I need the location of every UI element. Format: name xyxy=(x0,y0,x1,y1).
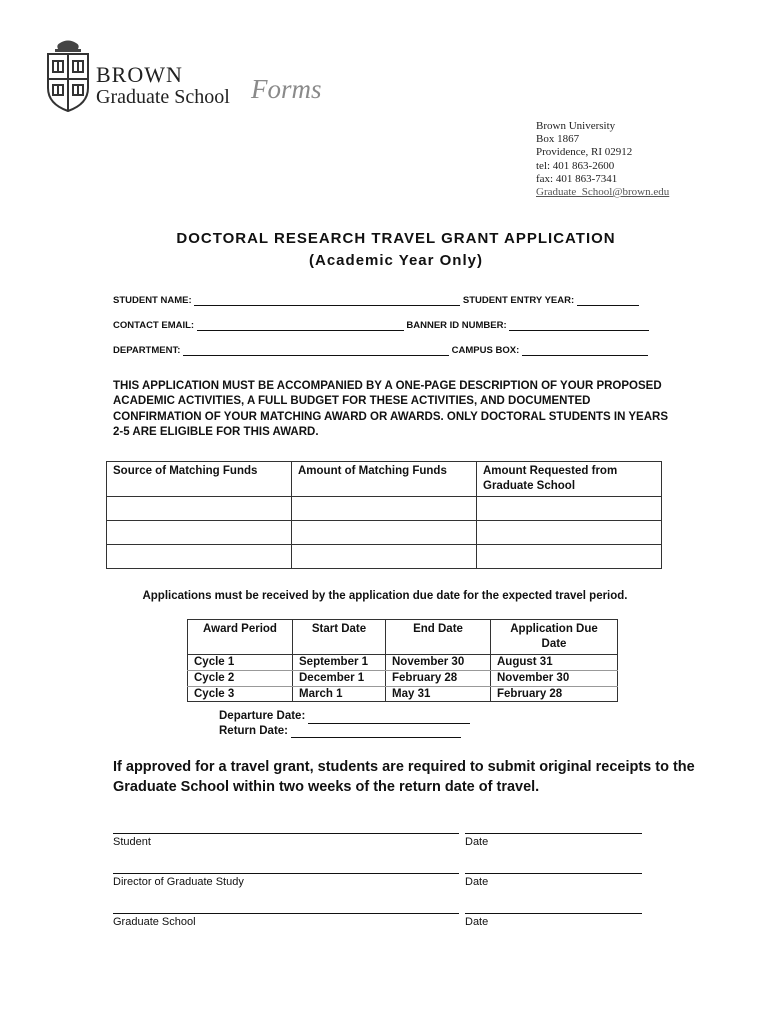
student-name-input[interactable] xyxy=(194,294,460,306)
cycle-start: September 1 xyxy=(293,655,386,671)
funds-cell-input[interactable] xyxy=(107,497,292,521)
funds-cell-input[interactable] xyxy=(477,497,662,521)
travel-dates xyxy=(219,709,470,738)
departure-date-row xyxy=(219,709,470,724)
table-row xyxy=(188,670,618,686)
cycles-header-start-date: Start Date xyxy=(293,620,386,655)
form-title: DOCTORAL RESEARCH TRAVEL GRANT APPLICATION xyxy=(176,230,616,247)
funds-cell-input[interactable] xyxy=(107,545,292,569)
director-date-line[interactable] xyxy=(465,873,642,874)
field-row-name xyxy=(113,294,639,308)
cycle-name: Cycle 3 xyxy=(188,686,293,702)
brown-shield-icon xyxy=(46,40,90,112)
funds-header-row xyxy=(107,462,662,497)
address-email-link[interactable]: Graduate_School@brown.edu xyxy=(536,186,670,199)
departure-date-input[interactable] xyxy=(308,712,470,724)
cycle-end: November 30 xyxy=(386,655,491,671)
student-date-label: Date xyxy=(465,836,489,848)
address-fax: fax: 401 863-7341 xyxy=(536,172,618,185)
cycle-due: February 28 xyxy=(491,686,618,702)
return-date-row xyxy=(219,724,470,739)
funds-header-source: Source of Matching Funds xyxy=(107,462,292,497)
director-signature-line[interactable] xyxy=(113,873,459,874)
student-name-label: STUDENT NAME: xyxy=(113,295,192,306)
funds-cell-input[interactable] xyxy=(292,497,477,521)
award-cycles-table xyxy=(187,619,618,702)
student-entry-year-label: STUDENT ENTRY YEAR: xyxy=(462,295,575,306)
funds-header-amount: Amount of Matching Funds xyxy=(292,462,477,497)
table-row xyxy=(107,521,662,545)
field-row-email xyxy=(113,319,649,333)
due-date-note: Applications must be received by the application due date for the expected travel period. xyxy=(142,590,628,602)
address-line-2: Box 1867 xyxy=(536,133,580,146)
cycles-header-row xyxy=(188,620,618,655)
campus-box-input[interactable] xyxy=(522,344,648,356)
cycles-header-award-period: Award Period xyxy=(188,620,293,655)
cycle-due: November 30 xyxy=(491,670,618,686)
director-date-label: Date xyxy=(465,876,489,888)
cycles-header-due-date: Application Due Date xyxy=(491,620,618,655)
banner-id-label: BANNER ID NUMBER: xyxy=(406,320,507,331)
department-input[interactable] xyxy=(183,344,449,356)
form-subtitle: (Academic Year Only) xyxy=(309,252,483,269)
cycle-due: August 31 xyxy=(491,655,618,671)
address-line-1: Brown University xyxy=(536,120,616,132)
funds-cell-input[interactable] xyxy=(477,521,662,545)
student-signature-label: Student xyxy=(113,836,151,848)
return-date-input[interactable] xyxy=(291,726,461,738)
cycle-start: March 1 xyxy=(293,686,386,702)
cycles-header-end-date: End Date xyxy=(386,620,491,655)
funds-header-requested: Amount Requested from Graduate School xyxy=(477,462,662,497)
return-date-label: Return Date: xyxy=(219,724,289,737)
banner-id-input[interactable] xyxy=(509,319,649,331)
student-date-line[interactable] xyxy=(465,833,642,834)
graduate-school-signature-line[interactable] xyxy=(113,913,459,914)
cycle-start: December 1 xyxy=(293,670,386,686)
funds-cell-input[interactable] xyxy=(292,521,477,545)
funds-cell-input[interactable] xyxy=(292,545,477,569)
cycle-name: Cycle 2 xyxy=(188,670,293,686)
address-block xyxy=(536,120,669,199)
contact-email-label: CONTACT EMAIL: xyxy=(113,320,195,331)
table-row xyxy=(188,655,618,671)
field-row-department xyxy=(113,344,648,358)
cycle-end: February 28 xyxy=(386,670,491,686)
cycle-end: May 31 xyxy=(386,686,491,702)
director-signature-label: Director of Graduate Study xyxy=(113,876,244,888)
brown-logo xyxy=(46,40,336,114)
forms-label: Forms xyxy=(251,74,322,104)
department-label: DEPARTMENT: xyxy=(113,345,181,356)
table-row xyxy=(107,545,662,569)
school-name: Graduate School xyxy=(96,86,230,108)
funds-cell-input[interactable] xyxy=(107,521,292,545)
graduate-school-signature-label: Graduate School xyxy=(113,916,196,928)
address-tel: tel: 401 863-2600 xyxy=(536,159,615,172)
funds-cell-input[interactable] xyxy=(477,545,662,569)
matching-funds-table xyxy=(106,461,662,569)
requirements-notice: THIS APPLICATION MUST BE ACCOMPANIED BY A ONE-PAGE DESCRIPTION OF YOUR PROPOSED ACADEMIC ACTIVITIES, A FULL BUDGET FOR THESE ACTIVITIES, AND DOCUMENTED CONFIRMATION OF YOUR MATCHING AWARD OR AWARDS. ONLY DOCTORAL STUDENTS IN YEARS 2-5 ARE ELIGIBLE FOR THIS AWARD. xyxy=(113,380,669,438)
graduate-school-date-label: Date xyxy=(465,916,489,928)
graduate-school-date-line[interactable] xyxy=(465,913,642,914)
cycle-name: Cycle 1 xyxy=(188,655,293,671)
campus-box-label: CAMPUS BOX: xyxy=(451,345,520,356)
receipts-note: If approved for a travel grant, students are required to submit original receipts to the Graduate School within two weeks of the return date of travel. xyxy=(113,759,695,795)
table-row xyxy=(188,686,618,702)
student-signature-line[interactable] xyxy=(113,833,459,834)
address-line-3: Providence, RI 02912 xyxy=(536,146,633,159)
brand-name: BROWN xyxy=(96,62,183,87)
student-entry-year-input[interactable] xyxy=(577,294,639,306)
table-row xyxy=(107,497,662,521)
contact-email-input[interactable] xyxy=(197,319,404,331)
departure-date-label: Departure Date: xyxy=(219,710,306,722)
